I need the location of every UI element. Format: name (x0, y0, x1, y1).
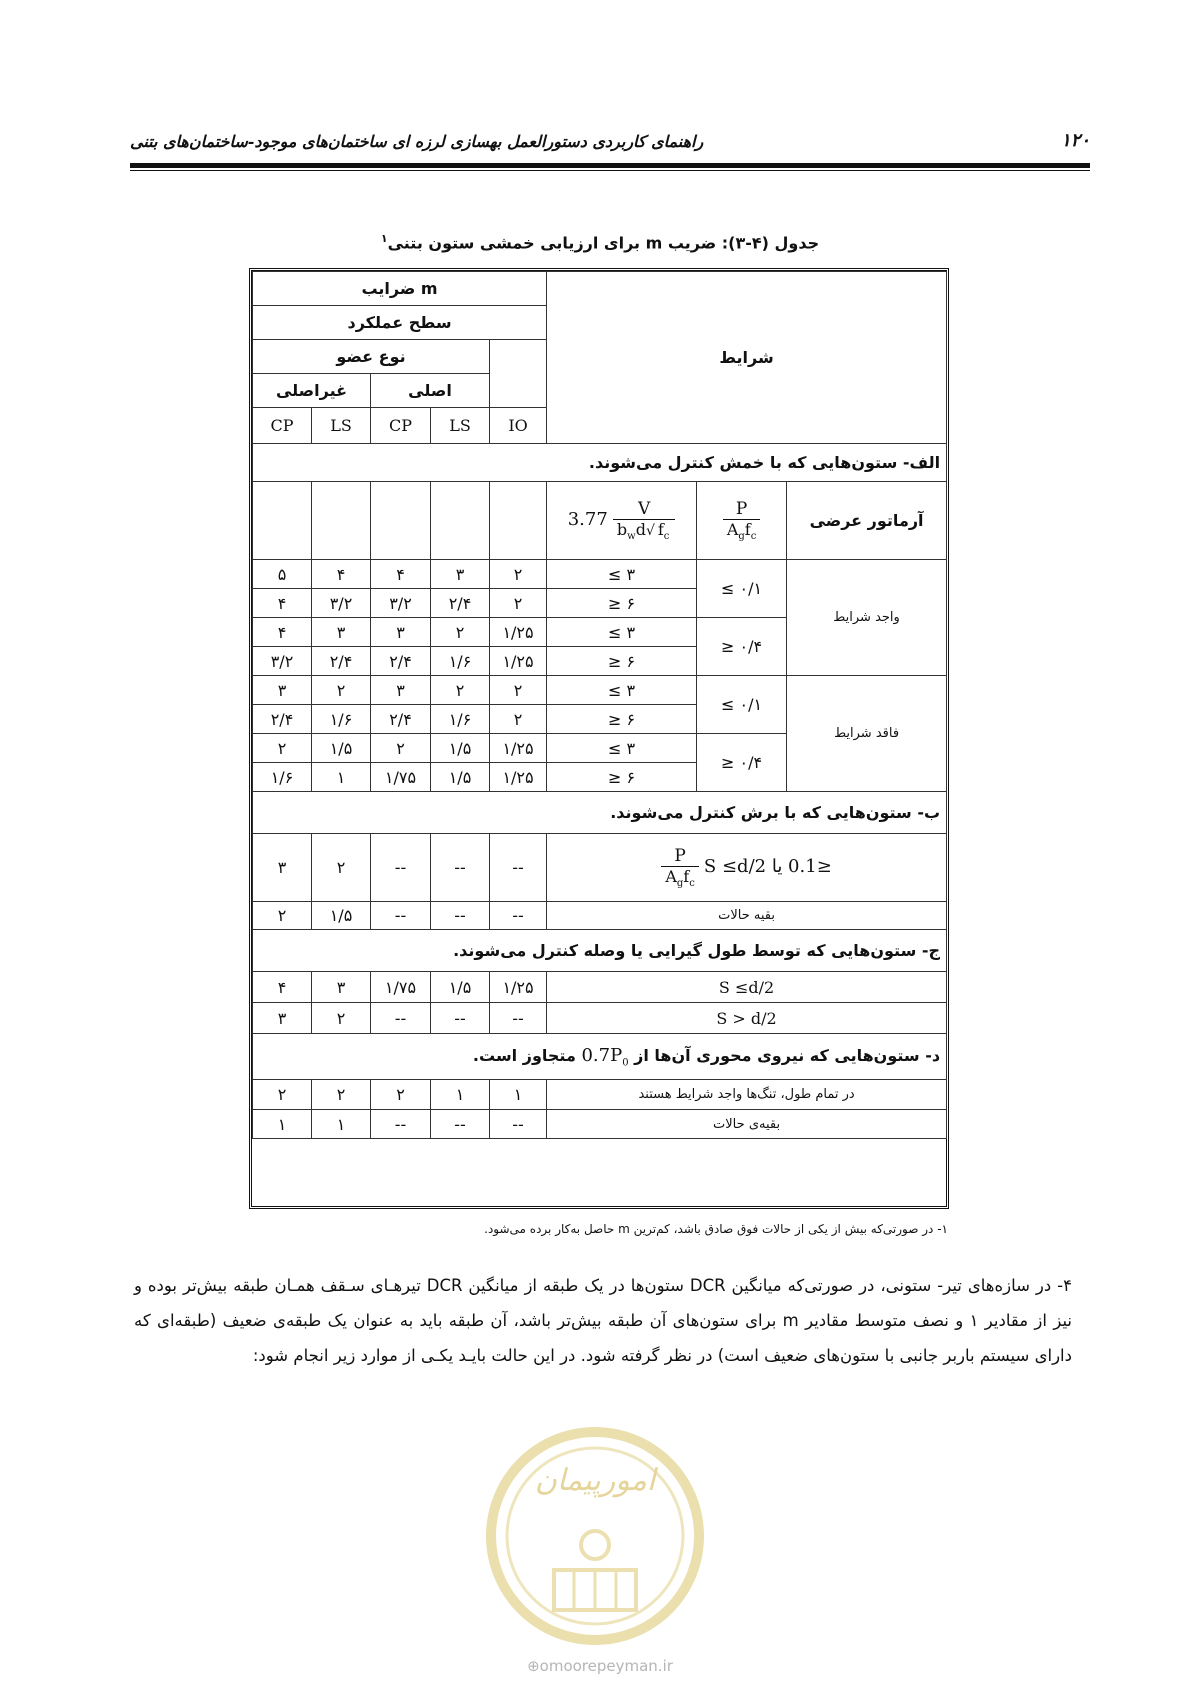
cell-ls-secondary: ۳/۲ (312, 589, 371, 618)
den-f2: f (683, 866, 690, 886)
cell-cp-secondary: ۱/۶ (253, 763, 312, 792)
cell-cp-primary: -- (371, 1110, 431, 1139)
head-io-spacer (490, 340, 547, 408)
cell-io: ۱/۲۵ (490, 647, 547, 676)
cell-shear-ratio: ≥ ۶ (547, 705, 697, 734)
cell-ls-secondary: ۲ (312, 1080, 371, 1110)
cell-cp-secondary: ۲ (253, 1080, 312, 1110)
cell-io: ۱ (490, 1080, 547, 1110)
cell-shear-ratio: ≥ ۶ (547, 763, 697, 792)
cell-ls-primary: ۱/۵ (431, 734, 490, 763)
section-d-title-pre: د- ستون‌هایی که نیروی محوری آن‌ها از (634, 1045, 941, 1065)
den-d: d (635, 519, 646, 539)
body-paragraph: ۴- در سازه‌های تیر- ستونی، در صورتی‌که میانگین DCR ستون‌ها در یک طبقه از میانگین DCR تیرهـای سـقف همـان طبقه بیش‌تر بوده و نیز از مقادیر ۱ و نصف متوسط مقادیر m برای ستون‌های آن طبقه بیش‌تر باشد، آن طبقه باید به عنوان یک طبقه‌ی ضعیف (طبقه‌ای که دارای سیستم باربر جانبی با ستون‌های ضعیف است) در نظر گرفته شود. در این حالت بایـد یکـی از موارد زیر انجام شود: (134, 1276, 1073, 1365)
cell-io: ۲ (490, 560, 547, 589)
head-io: IO (490, 408, 547, 444)
cell-ls-primary: -- (431, 834, 490, 902)
header-rule-thin (130, 170, 1090, 171)
cell-cp-primary: -- (371, 834, 431, 902)
section-b-frac-den (661, 867, 699, 889)
cell-io: ۱/۲۵ (490, 618, 547, 647)
cell-ls-primary: -- (431, 902, 490, 930)
head-primary: اصلی (371, 374, 490, 408)
watermark-site (500, 1657, 700, 1675)
cell-ls-primary: ۱ (431, 1080, 490, 1110)
head-cp-secondary: CP (253, 408, 312, 444)
transverse-reinforcement-header: آرماتور عرضی (787, 482, 947, 560)
blank-cell (312, 482, 371, 560)
section-c-condition-1: S ≤d/2 (547, 972, 947, 1003)
cell-cp-primary: ۱/۷۵ (371, 972, 431, 1003)
cell-shear-ratio: ≤ ۳ (547, 734, 697, 763)
cell-cp-secondary: ۴ (253, 589, 312, 618)
cell-ls-secondary: ۱/۵ (312, 902, 371, 930)
blank-cell (431, 482, 490, 560)
table-row (253, 902, 947, 930)
sqrt-sign: √ (645, 522, 655, 539)
table-row (253, 1003, 947, 1034)
table-footnote: ۱- در صورتی‌که بیش از یکی از حالات فوق صادق باشد، کم‌ترین m حاصل به‌کار برده می‌شود. (484, 1222, 948, 1236)
cell-cp-primary: -- (371, 902, 431, 930)
blank-cell (371, 482, 431, 560)
table-row (253, 1080, 947, 1110)
cell-cp-primary: ۳ (371, 676, 431, 705)
header-rule-thick (130, 163, 1090, 168)
cell-axial-ratio: ≤ ۰/۱ (697, 560, 787, 618)
section-b-condition-tail: ≤0.1 یا S ≤d/2 (703, 856, 832, 877)
axial-ratio-header (697, 482, 787, 560)
watermark-seal (484, 1420, 706, 1652)
axial-ratio-denominator (723, 520, 761, 542)
section-d-formula-sub: 0 (622, 1057, 629, 1069)
section-c-condition-2: S > d/2 (547, 1003, 947, 1034)
cell-axial-ratio: ≥ ۰/۴ (697, 618, 787, 676)
cell-io: ۲ (490, 676, 547, 705)
shear-ratio-header (547, 482, 697, 560)
cell-cp-secondary: ۳/۲ (253, 647, 312, 676)
cell-cp-secondary: ۲/۴ (253, 705, 312, 734)
cell-shear-ratio: ≥ ۶ (547, 647, 697, 676)
den-c3: c (689, 878, 695, 890)
section-d-condition-2: بقیه‌ی حالات (547, 1110, 947, 1139)
section-d-title-post: متجاوز است. (472, 1045, 576, 1065)
section-d-title (253, 1034, 947, 1080)
table-caption (252, 232, 948, 252)
head-member-type: نوع عضو (253, 340, 490, 374)
den-c: c (663, 531, 670, 543)
cell-cp-primary: ۳/۲ (371, 589, 431, 618)
cell-cp-secondary: ۳ (253, 676, 312, 705)
section-d-formula-main: 0.7P (581, 1044, 623, 1066)
den-g: g (738, 531, 745, 543)
shear-ratio-coef: 3.77 (567, 509, 608, 530)
cell-cp-secondary: ۴ (253, 972, 312, 1003)
cell-shear-ratio: ≤ ۳ (547, 618, 697, 647)
cell-ls-secondary: ۲ (312, 1003, 371, 1034)
shear-ratio-numerator: V (613, 499, 676, 520)
head-conditions: شرایط (547, 272, 947, 444)
head-ls-secondary: LS (312, 408, 371, 444)
cell-cp-primary: ۳ (371, 618, 431, 647)
section-b-frac-num: P (661, 846, 699, 867)
cell-cp-secondary: ۲ (253, 734, 312, 763)
shear-ratio-fraction (613, 499, 676, 542)
m-factor-table (252, 271, 947, 1139)
cell-ls-primary: ۲ (431, 676, 490, 705)
globe-icon: ⊕ (527, 1657, 540, 1675)
table-caption-text: جدول (۴-۳): ضریب m برای ارزیابی خمشی ستون بتنی (387, 233, 820, 253)
section-d-formula (581, 1044, 629, 1069)
cell-io: -- (490, 902, 547, 930)
head-ls-primary: LS (431, 408, 490, 444)
section-b-title: ب- ستون‌هایی که با برش کنترل می‌شوند. (253, 792, 947, 834)
cell-ls-secondary: ۲ (312, 676, 371, 705)
cell-io: ۱/۲۵ (490, 763, 547, 792)
cell-shear-ratio: ≥ ۶ (547, 589, 697, 618)
cell-axial-ratio: ≥ ۰/۴ (697, 734, 787, 792)
den-w: w (627, 531, 636, 543)
den-a: A (726, 519, 739, 539)
cell-cp-primary: ۴ (371, 560, 431, 589)
cell-ls-secondary: ۲ (312, 834, 371, 902)
cell-ls-primary: ۱/۵ (431, 763, 490, 792)
m-factor-table-frame (249, 268, 949, 1209)
page-header (130, 128, 1090, 158)
table-row (253, 560, 947, 589)
cell-ls-secondary: ۱/۵ (312, 734, 371, 763)
cell-nonconforming: فاقد شرایط (787, 676, 947, 792)
page-number: ۱۲۰ (1060, 130, 1090, 151)
cell-ls-primary: -- (431, 1003, 490, 1034)
cell-cp-secondary: ۳ (253, 1003, 312, 1034)
section-b-fraction (661, 846, 699, 889)
head-performance-level: سطح عملکرد (253, 306, 547, 340)
table-row (253, 834, 947, 902)
blank-cell (253, 482, 312, 560)
cell-io: -- (490, 1110, 547, 1139)
cell-io: ۱/۲۵ (490, 734, 547, 763)
sqrt-body (656, 519, 672, 543)
cell-conforming: واجد شرایط (787, 560, 947, 676)
head-m-factors: ضرایب m (253, 272, 547, 306)
den-fc: f (744, 519, 751, 539)
cell-io: ۲ (490, 589, 547, 618)
cell-cp-primary: ۱/۷۵ (371, 763, 431, 792)
section-c-title: ج- ستون‌هایی که توسط طول گیرایی یا وصله کنترل می‌شوند. (253, 930, 947, 972)
cell-ls-primary: ۱/۵ (431, 972, 490, 1003)
cell-ls-secondary: ۱ (312, 1110, 371, 1139)
cell-io: -- (490, 1003, 547, 1034)
running-title: راهنمای کاربردی دستورالعمل بهسازی لرزه ای ساختمان‌های موجود-ساختمان‌های بتنی (130, 132, 704, 151)
section-b-condition-1 (547, 834, 947, 902)
cell-ls-primary: ۲ (431, 618, 490, 647)
table-row (253, 972, 947, 1003)
seal-text: امورپیمان (534, 1463, 656, 1498)
seal-center-icon (581, 1531, 609, 1559)
cell-shear-ratio: ≤ ۳ (547, 560, 697, 589)
blank-cell (490, 482, 547, 560)
cell-cp-secondary: ۱ (253, 1110, 312, 1139)
cell-cp-secondary: ۵ (253, 560, 312, 589)
cell-ls-secondary: ۴ (312, 560, 371, 589)
cell-ls-secondary: ۱ (312, 763, 371, 792)
cell-ls-primary: ۳ (431, 560, 490, 589)
cell-ls-primary: ۲/۴ (431, 589, 490, 618)
section-d-condition-1: در تمام طول، تنگ‌ها واجد شرایط هستند (547, 1080, 947, 1110)
cell-io: ۲ (490, 705, 547, 734)
cell-ls-secondary: ۳ (312, 972, 371, 1003)
cell-io: ۱/۲۵ (490, 972, 547, 1003)
cell-ls-secondary: ۱/۶ (312, 705, 371, 734)
head-secondary: غیراصلی (253, 374, 371, 408)
den-c2: c (750, 531, 757, 543)
den-f: f (657, 519, 664, 539)
cell-cp-primary: ۲/۴ (371, 647, 431, 676)
shear-ratio-denominator (613, 520, 676, 542)
cell-axial-ratio: ≤ ۰/۱ (697, 676, 787, 734)
cell-cp-primary: -- (371, 1003, 431, 1034)
den-a2: A (665, 866, 677, 886)
section-a-title: الف- ستون‌هایی که با خمش کنترل می‌شوند. (253, 444, 947, 482)
cell-cp-secondary: ۳ (253, 834, 312, 902)
watermark-site-text: omoorepeyman.ir (539, 1657, 673, 1675)
cell-ls-secondary: ۳ (312, 618, 371, 647)
head-cp-primary: CP (371, 408, 431, 444)
table-row (253, 1110, 947, 1139)
cell-cp-secondary: ۴ (253, 618, 312, 647)
cell-ls-primary: ۱/۶ (431, 647, 490, 676)
axial-ratio-numerator: P (723, 499, 761, 520)
den-b: b (616, 519, 628, 539)
den-g2: g (676, 878, 684, 890)
cell-io: -- (490, 834, 547, 902)
section-b-condition-2: بقیه حالات (547, 902, 947, 930)
table-caption-footnote-mark: ۱ (380, 232, 388, 245)
cell-ls-primary: ۱/۶ (431, 705, 490, 734)
table-row (253, 676, 947, 705)
cell-ls-primary: -- (431, 1110, 490, 1139)
cell-ls-secondary: ۲/۴ (312, 647, 371, 676)
cell-shear-ratio: ≤ ۳ (547, 676, 697, 705)
section-a-rows (253, 560, 947, 792)
cell-cp-primary: ۲/۴ (371, 705, 431, 734)
cell-cp-primary: ۲ (371, 734, 431, 763)
cell-cp-primary: ۲ (371, 1080, 431, 1110)
axial-ratio-fraction (723, 499, 761, 542)
cell-cp-secondary: ۲ (253, 902, 312, 930)
